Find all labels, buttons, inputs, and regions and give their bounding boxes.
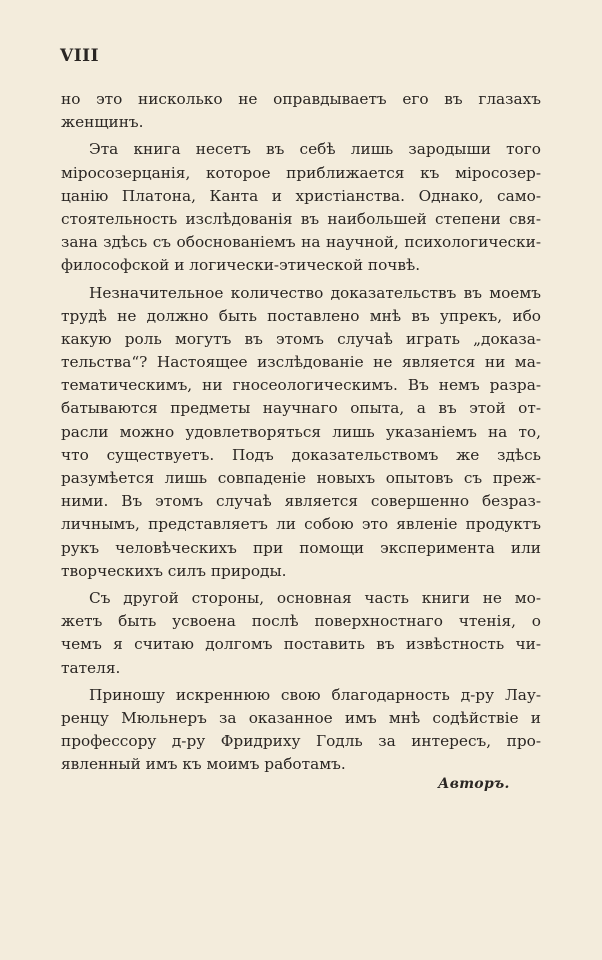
text-line: какую роль могутъ въ этомъ случаѣ играть „доказа- xyxy=(61,329,541,348)
text-line: трудѣ не должно быть поставлено мнѣ въ упрекъ, ибо xyxy=(61,306,541,325)
text-line: профессору д-ру Фридриху Годль за интересъ, про- xyxy=(61,732,541,751)
text-line: женщинъ. xyxy=(61,113,144,132)
text-line: жетъ быть усвоена послѣ поверхностнаго чтенія, о xyxy=(61,612,541,631)
page-number: VIII xyxy=(60,46,100,66)
text-line: міросозерцанія, которое приближается къ міросозер- xyxy=(61,163,541,182)
text-line: Незначительное количество доказательствъ въ моемъ xyxy=(89,283,541,302)
paragraph xyxy=(61,138,541,277)
text-line: цанію Платона, Канта и христіанства. Однако, само- xyxy=(61,186,541,205)
text-line: разумѣется лишь совпаденіе новыхъ опытовъ съ преж- xyxy=(61,469,541,487)
paragraph xyxy=(61,88,541,134)
text-line: тематическимъ, ни гносеологическимъ. Въ немъ разра- xyxy=(61,376,541,395)
paragraph xyxy=(61,587,541,680)
text-line: ними. Въ этомъ случаѣ является совершенно безраз- xyxy=(61,492,541,511)
text-line: ренцу Мюльнеръ за оказанное имъ мнѣ содѣйствіе и xyxy=(61,708,541,727)
text-line: чемъ я считаю долгомъ поставить въ извѣстность чи- xyxy=(61,635,541,654)
text-line: но это нисколько не оправдываетъ его въ глазахъ xyxy=(61,90,541,108)
text-line: тельства“? Настоящее изслѣдованіе не является ни ма- xyxy=(61,353,541,372)
text-line: Эта книга несетъ въ себѣ лишь зародыши того xyxy=(89,140,541,159)
text-line: зана здѣсь съ обоснованіемъ на научной, психологически- xyxy=(61,233,541,252)
text-line: батываются предметы научнаго опыта, а въ этой от- xyxy=(61,399,541,418)
text-line: Приношу искреннюю свою благодарность д-ру Лау- xyxy=(89,685,541,704)
body-text xyxy=(61,88,541,776)
text-line: стоятельность изслѣдованія въ наибольшей степени свя- xyxy=(61,209,541,228)
text-line: философской и логически-этической почвѣ. xyxy=(61,256,421,275)
text-line: личнымъ, представляетъ ли собою это явленіе продуктъ xyxy=(61,515,541,534)
text-line: что существуетъ. Подъ доказательствомъ же здѣсь xyxy=(61,445,541,464)
text-line: тателя. xyxy=(61,658,121,677)
text-line: рукъ человѣческихъ при помощи эксперимента или xyxy=(61,538,541,557)
text-line: творческихъ силъ природы. xyxy=(61,561,287,580)
paragraph xyxy=(61,684,541,777)
paragraph xyxy=(61,282,541,583)
text-line: Съ другой стороны, основная часть книги не мо- xyxy=(89,588,541,607)
text-line: расли можно удовлетворяться лишь указаніемъ на то, xyxy=(61,422,541,441)
text-line: явленный имъ къ моимъ работамъ. xyxy=(61,755,346,774)
signature: Авторъ. xyxy=(438,776,510,792)
